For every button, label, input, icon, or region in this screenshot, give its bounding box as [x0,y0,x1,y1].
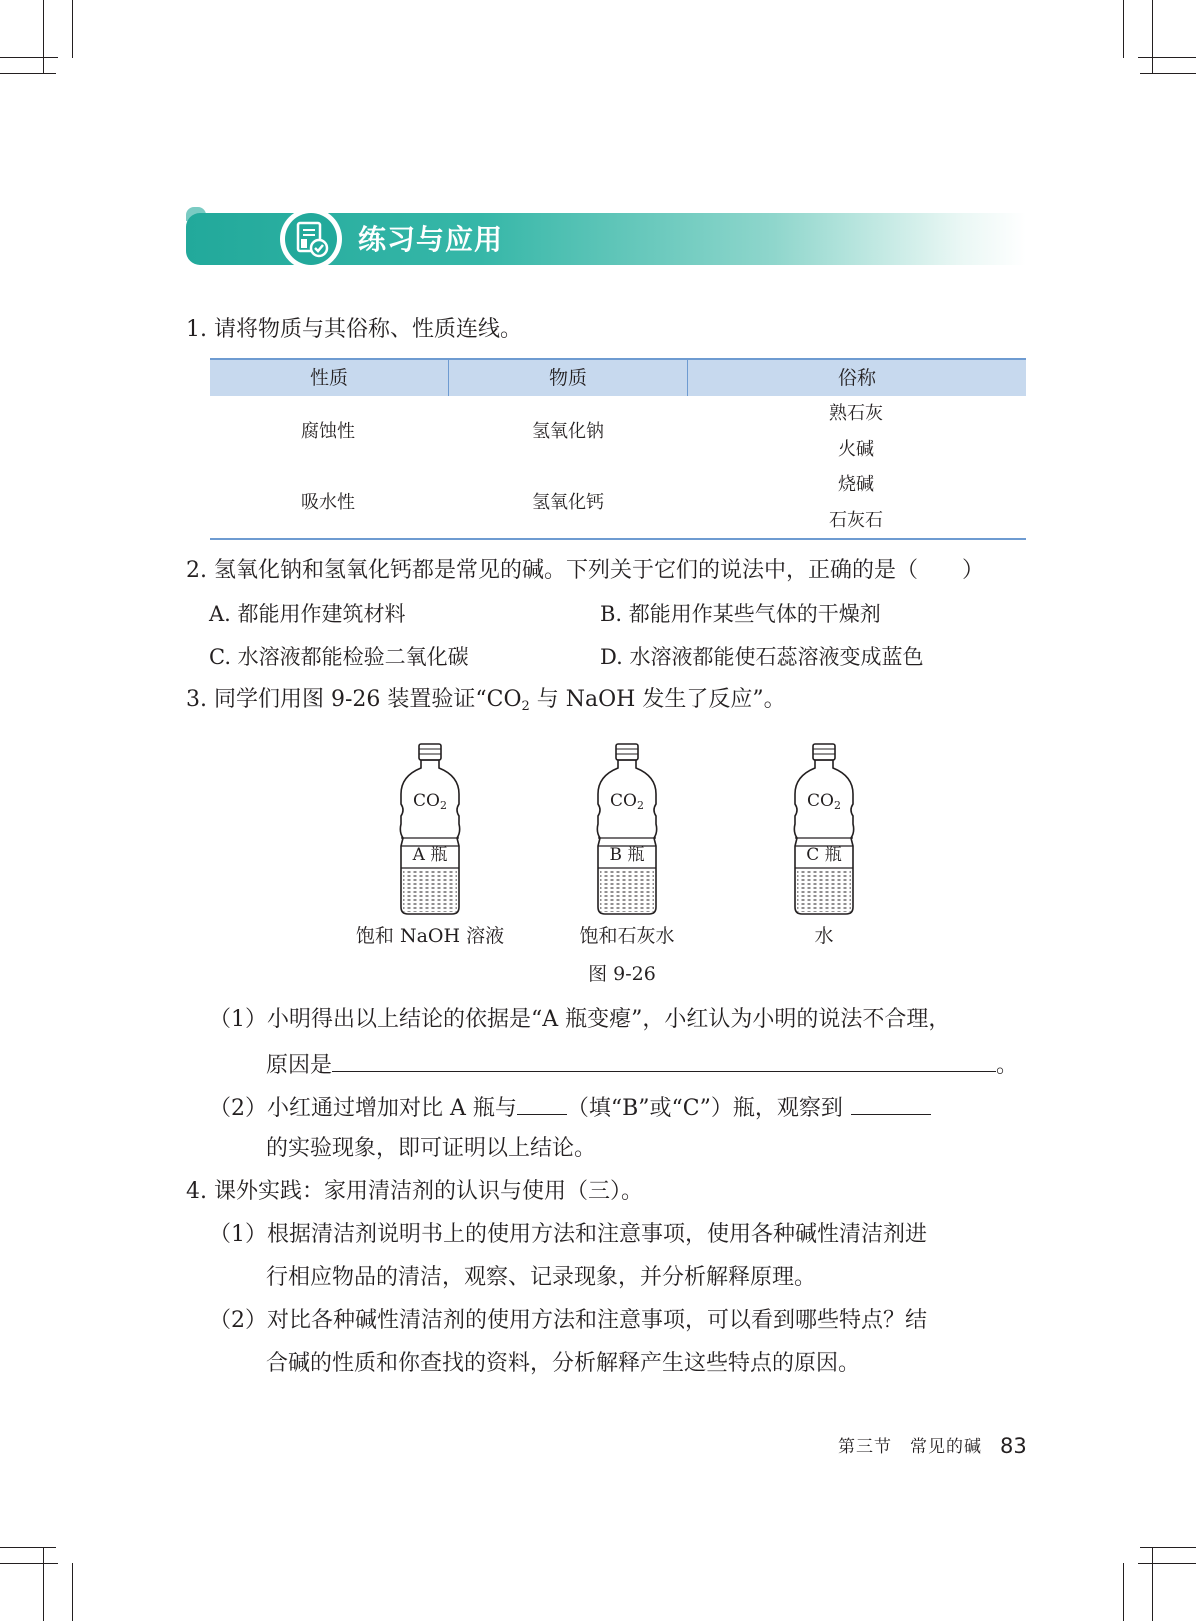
question-4: 4. 课外实践：家用清洁剂的认识与使用（三）。 [186,1179,643,1204]
figure-caption: 图 9-26 [588,963,656,985]
question-4-sub-1-line-2: 行相应物品的清洁，观察、记录现象，并分析解释原理。 [266,1265,817,1290]
table-header-common-name: 俗称 [837,367,876,389]
question-3-sub-1-line-2: 原因是 。 [266,1047,1018,1082]
table-cell-common-name: 火碱 [838,439,874,460]
table-cell-property: 腐蚀性 [301,421,355,442]
option-b: B. 都能用作某些气体的干燥剂 [600,602,881,626]
bottle-a [395,742,465,917]
table-cell-substance: 氢氧化钙 [532,492,604,513]
bottle-c [789,742,859,917]
bottle-a-solution: 饱和 NaOH 溶液 [355,925,505,947]
question-4-sub-2-line-1: （2）对比各种碱性清洁剂的使用方法和注意事项，可以看到哪些特点？结 [209,1308,927,1333]
table-header-substance: 物质 [548,367,587,389]
page-number: 83 [1000,1434,1027,1458]
bottle-label: A 瓶 [412,845,448,865]
table-cell-substance: 氢氧化钠 [532,421,604,442]
bottle-c-solution: 水 [814,925,834,947]
bottle-label: B 瓶 [609,845,645,865]
table-bottom-rule [210,538,1026,540]
table-cell-common-name: 石灰石 [829,510,883,531]
table-header-property: 性质 [309,367,348,389]
question-3-sub-2-line-1: （2）小红通过增加对比 A 瓶与 （填“B”或“C”）瓶，观察到 [209,1090,931,1125]
question-3-sub-1-line-1: （1）小明得出以上结论的依据是“A 瓶变瘪”，小红认为小明的说法不合理， [209,1007,951,1032]
question-3: 3. 同学们用图 9-26 装置验证“$CO_2$ 与 NaOH 发生了反应”。 [186,687,786,714]
bottle-label: C 瓶 [806,845,842,865]
question-4-sub-2-line-2: 合碱的性质和你查找的资料，分析解释产生这些特点的原因。 [266,1351,861,1376]
question-2: 2. 氢氧化钠和氢氧化钙都是常见的碱。下列关于它们的说法中，正确的是（ ） [186,558,984,583]
table-cell-common-name: 熟石灰 [829,403,883,424]
question-4-sub-1-line-1: （1）根据清洁剂说明书上的使用方法和注意事项，使用各种碱性清洁剂进 [209,1222,927,1247]
answer-blank[interactable] [851,1090,931,1115]
bottle-b-solution: 饱和石灰水 [579,925,675,947]
bottle-gas-label: CO2 [413,791,447,812]
answer-blank[interactable] [332,1047,996,1072]
bottle-gas-label: CO2 [610,791,644,812]
table-cell-common-name: 烧碱 [838,474,874,495]
answer-blank[interactable] [517,1090,567,1115]
document-check-icon [290,218,332,260]
option-d: D. 水溶液都能使石蕊溶液变成蓝色 [600,645,924,669]
table-cell-property: 吸水性 [301,492,355,513]
section-title: 练习与应用 [358,223,504,256]
bottle-gas-label: CO2 [807,791,841,812]
bottle-b [592,742,662,917]
footer-section-title: 第三节 常见的碱 [838,1437,982,1457]
option-c: C. 水溶液都能检验二氧化碳 [209,645,469,669]
question-3-sub-2-line-2: 的实验现象，即可证明以上结论。 [266,1136,597,1161]
question-1: 1. 请将物质与其俗称、性质连线。 [186,317,522,342]
table-header [210,358,1026,396]
option-a: A. 都能用作建筑材料 [209,602,406,626]
